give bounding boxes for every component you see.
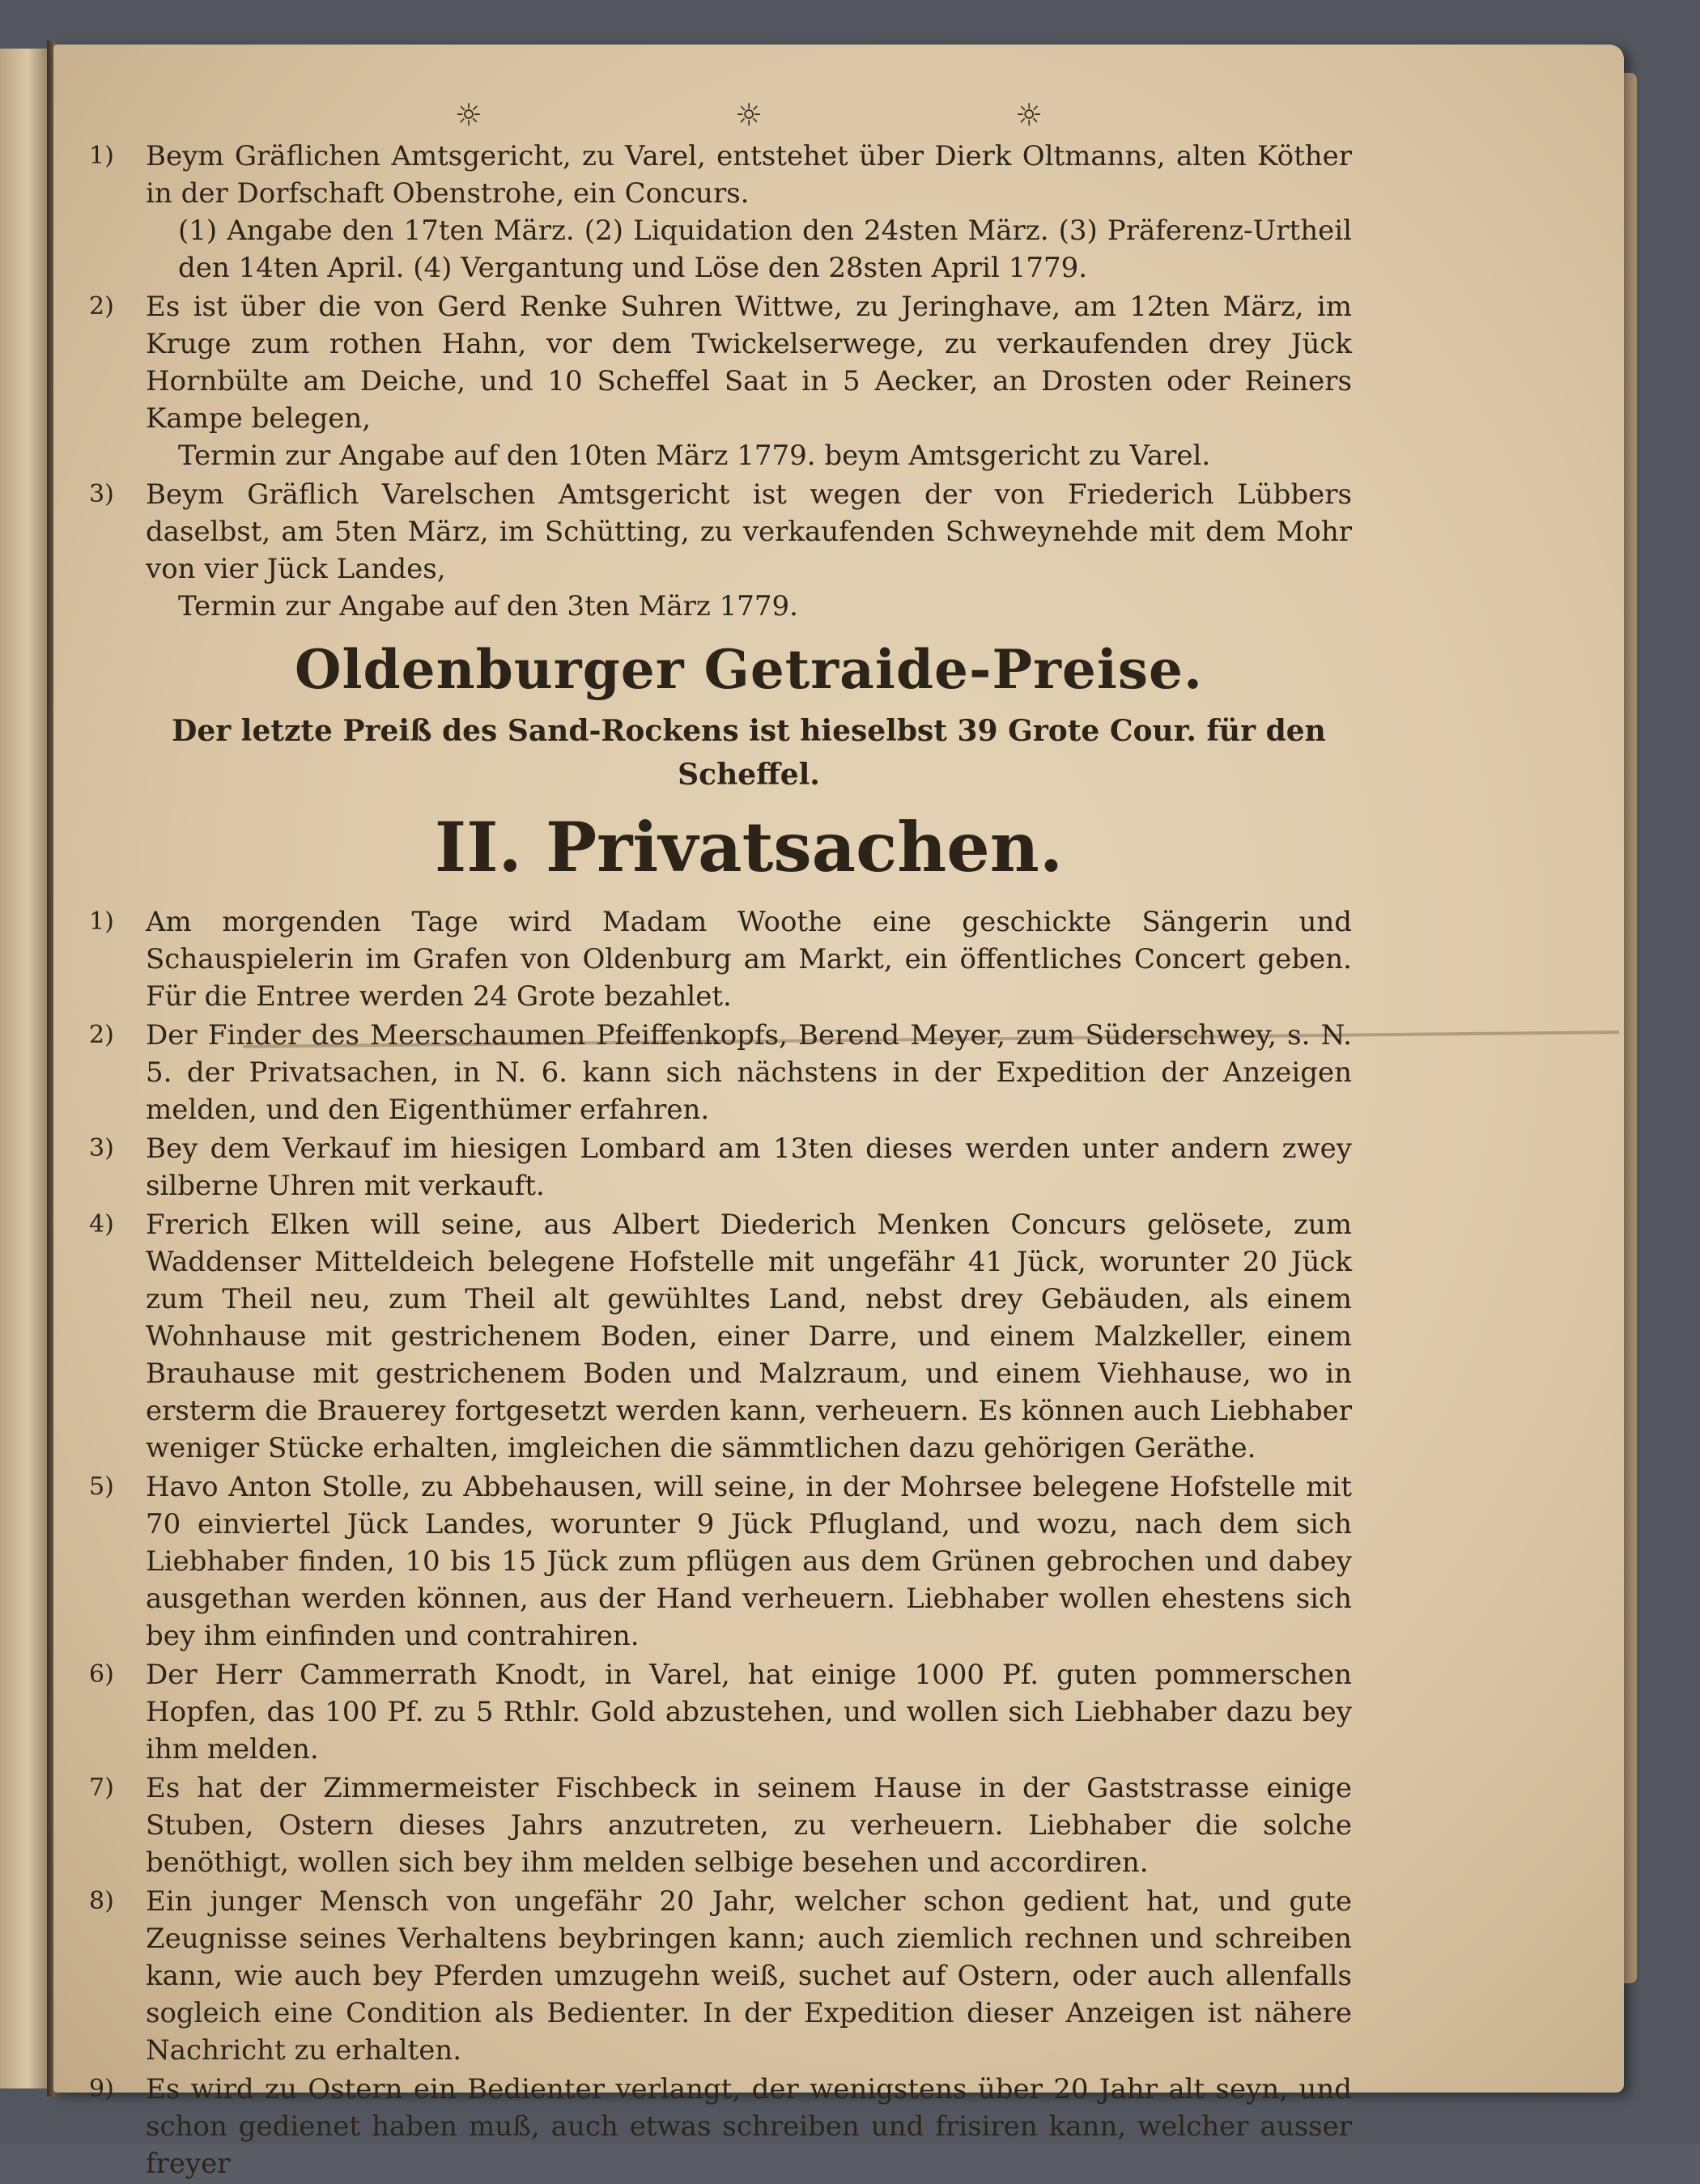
entry-number: 2) — [89, 1021, 114, 1049]
private-entry-1 — [89, 903, 1352, 1015]
header-ornaments: ☼ ☼ ☼ — [454, 97, 1165, 133]
notice-text: Termin zur Angabe auf den 3ten März 1779. — [178, 590, 798, 622]
private-entry-7 — [89, 1770, 1352, 1881]
private-entry-3 — [89, 1130, 1352, 1205]
private-entry-8 — [89, 1883, 1352, 2069]
notice-3 — [89, 476, 1352, 625]
private-entry-4 — [89, 1206, 1352, 1467]
entry-text: Es hat der Zimmermeister Fischbeck in seinem Hause in der Gaststrasse einige Stuben, Ostern dieses Jahrs anzutreten, zu verheuern. Liebhaber die solche benöthigt, wollen sich bey ihm melden selbige besehen und accordiren. — [146, 1772, 1352, 1879]
entry-text: Es wird zu Ostern ein Bedienter verlangt, der wenigstens über 20 Jahr alt seyn, und schon gedienet haben muß, auch etwas schreiben und frisiren kann, welcher ausser freyer — [146, 2073, 1352, 2180]
entry-number: 5) — [89, 1472, 114, 1501]
entry-number: 1) — [89, 907, 114, 936]
grain-price-line: Der letzte Preiß des Sand-Rockens ist hieselbst 39 Grote Cour. für den Scheffel. — [172, 714, 1326, 792]
entry-text: Am morgenden Tage wird Madam Woothe eine geschickte Sängerin und Schauspielerin im Grafen von Oldenburg am Markt, ein öffentliches Concert geben. Für die Entree werden 24 Grote bezahlet. — [146, 906, 1352, 1013]
private-entry-5 — [89, 1468, 1352, 1655]
entry-text: Bey dem Verkauf im hiesigen Lombard am 13ten dieses werden unter andern zwey silberne Uhren mit verkauft. — [146, 1132, 1352, 1202]
private-entry-2 — [89, 1017, 1352, 1128]
entry-number: 9) — [89, 2075, 114, 2103]
private-entry-6 — [89, 1656, 1352, 1768]
entry-number: 7) — [89, 1774, 114, 1802]
private-section-title: II. Privatsachen. — [434, 807, 1064, 887]
notice-2 — [89, 288, 1352, 474]
notice-text: Beym Gräflich Varelschen Amtsgericht ist wegen der von Friederich Lübbers daselbst, am 5ten März, im Schütting, zu verkaufenden Schweynehde mit dem Mohr von vier Jück Landes, — [146, 478, 1352, 585]
notice-1 — [89, 138, 1352, 287]
grain-prices-heading: Oldenburger Getraide-Preise. — [294, 638, 1204, 701]
notice-text: (1) Angabe den 17ten März. (2) Liquidation den 24sten März. (3) Präferenz-Urtheil den 14ten April. (4) Vergantung und Löse den 28sten April 1779. — [178, 215, 1352, 284]
private-entry-9 — [89, 2071, 1352, 2182]
page-content — [89, 97, 1352, 2184]
entry-number: 6) — [89, 1660, 114, 1689]
notice-text: Beym Gräflichen Amtsgericht, zu Varel, entstehet über Dierk Oltmanns, alten Köther in der Dorfschaft Obenstrohe, ein Concurs. — [146, 140, 1352, 210]
entry-number: 4) — [89, 1210, 114, 1239]
notice-number: 1) — [89, 142, 114, 170]
entry-text: Der Finder des Meerschaumen Pfeiffenkopfs, Berend Meyer, zum Süderschwey, s. N. 5. der Privatsachen, in N. 6. kann sich nächstens in der Expedition der Anzeigen melden, und den Eigenthümer erfahren. — [146, 1019, 1352, 1126]
left-page-edge — [0, 49, 50, 2088]
entry-text: Ein junger Mensch von ungefähr 20 Jahr, welcher schon gedient hat, und gute Zeugnisse seines Verhaltens beybringen kann; auch ziemlich rechnen und schreiben kann, wie auch bey Pferden umzugehn weiß, suchet auf Ostern, oder auch allenfalls sogleich eine Condition als Bedienter. In der Expedition dieser Anzeigen ist nähere Nachricht zu erhalten. — [146, 1885, 1352, 2067]
notice-text: Es ist über die von Gerd Renke Suhren Wittwe, zu Jeringhave, am 12ten März, im Kruge zum rothen Hahn, vor dem Twickelserwege, zu verkaufenden drey Jück Hornbülte am Deiche, und 10 Scheffel Saat in 5 Aecker, an Drosten oder Reiners Kampe belegen, — [146, 291, 1352, 435]
notice-number: 2) — [89, 292, 114, 321]
entry-text: Havo Anton Stolle, zu Abbehausen, will seine, in der Mohrsee belegene Hofstelle mit 70 einviertel Jück Landes, worunter 9 Jück Pflugland, und wozu, nach dem sich Liebhaber finden, 10 bis 15 Jück zum pflügen aus dem Grünen gebrochen und dabey ausgethan werden können, aus der Hand verheuern. Liebhaber wollen ehestens sich bey ihm einfinden und contrahiren. — [146, 1471, 1352, 1652]
entry-text: Frerich Elken will seine, aus Albert Diederich Menken Concurs gelösete, zum Waddenser Mitteldeich belegene Hofstelle mit ungefähr 41 Jück, worunter 20 Jück zum Theil neu, zum Theil alt gewühltes Land, nebst drey Gebäuden, als einem Wohnhause mit gestrichenem Boden, einer Darre, und einem Malzkeller, einem Brauhause mit gestrichenem Boden und Malzraum, und einem Viehhause, wo in ersterm die Brauerey fortgesetzt werden kann, verheuern. Es können auch Liebhaber weniger Stücke erhalten, imgleichen die sämmtlichen dazu gehörigen Geräthe. — [146, 1209, 1352, 1464]
notice-text: Termin zur Angabe auf den 10ten März 1779. beym Amtsgericht zu Varel. — [178, 440, 1211, 472]
entry-number: 8) — [89, 1887, 114, 1915]
notice-number: 3) — [89, 480, 114, 508]
entry-text: Der Herr Cammerrath Knodt, in Varel, hat einige 1000 Pf. guten pommerschen Hopfen, das 100 Pf. zu 5 Rthlr. Gold abzustehen, und wollen sich Liebhaber dazu bey ihm melden. — [146, 1659, 1352, 1765]
entry-number: 3) — [89, 1134, 114, 1162]
